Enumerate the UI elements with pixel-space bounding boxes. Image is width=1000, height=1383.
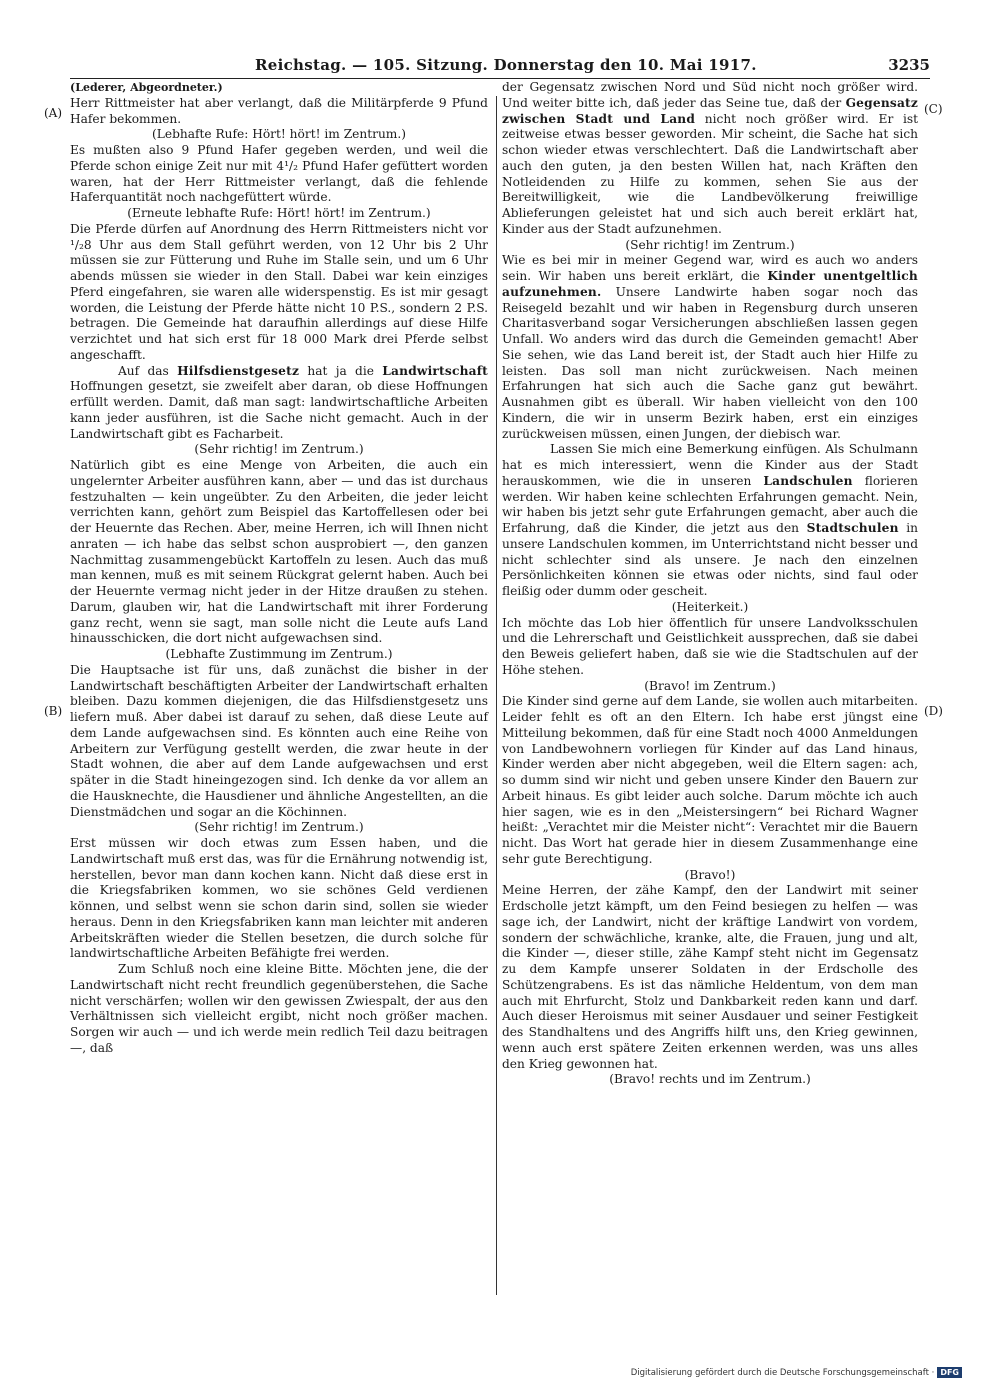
interjection: (Bravo! rechts und im Zentrum.)	[609, 1072, 811, 1087]
interjection: (Erneute lebhafte Rufe: Hört! hört! im Zentrum.)	[127, 206, 431, 220]
header-rule	[70, 78, 930, 79]
dfg-logo: DFG	[937, 1367, 962, 1378]
interjection: (Sehr richtig! im Zentrum.)	[194, 442, 364, 457]
paragraph: Die Kinder sind gerne auf dem Lande, sie wollen auch mitarbeiten. Leider fehlt es oft an den Eltern. Ich habe erst jüngst eine Mitteilung bekommen, daß für eine Stadt noch 4000 Anmeldungen von Landbewohnern vorliegen für Kinder auf das Land hinaus, Kinder werden aber nicht abgegeben, weil die Eltern sagen: ach, so dumm sind wir nicht und geben unsere Kinder den Bauern zur Arbeit hinaus. Es gibt leider auch solche. Darum möchte ich auch hier sagen, wie es in den „Meistersingern“ bei Richard Wagner heißt: „Verachtet mir die Meister nicht“: Verachtet mir die Bauern nicht. Das Wort hat gerade hier in diesem Zusammenhange eine sehr gute Berechtigung.	[502, 694, 918, 866]
paragraph: Erst müssen wir doch etwas zum Essen haben, und die Landwirtschaft muß erst das, was für die Ernährung notwendig ist, herstellen, bevor man dann kochen kann. Nicht daß diese erst in die Kriegsfabriken kommen, wo sie schönes Geld verdienen können, und selbst wenn sie schon darin sind, sollen sie wieder heraus. Denn in den Kriegsfabriken kann man leichter mit anderen Arbeitskräften wieder die Stellen besetzen, die durch solche für landwirtschaftliche Arbeiten Befähigte frei werden.	[70, 836, 488, 961]
paragraph: Ich möchte das Lob hier öffentlich für unsere Landvolksschulen und die Lehrerschaft und Geistlichkeit aussprechen, daß sie dabei den Beweis geliefert haben, daß sie wie die Stadtschulen auf der Höhe stehen.	[502, 615, 918, 677]
running-header	[70, 56, 930, 78]
interjection: (Lebhafte Rufe: Hört! hört! im Zentrum.)	[152, 127, 406, 142]
speaker-attribution: (Lederer, Abgeordneter.)	[70, 81, 223, 94]
margin-letter-d: (D)	[924, 704, 943, 718]
column-divider	[496, 96, 497, 1295]
right-column	[502, 80, 918, 1088]
margin-letter-b: (B)	[44, 704, 63, 718]
page-number: 3235	[888, 56, 930, 74]
margin-letter-c: (C)	[924, 102, 943, 116]
interjection: (Bravo! im Zentrum.)	[644, 678, 776, 693]
digitization-credit	[631, 1367, 962, 1378]
paragraph: der Gegensatz zwischen Nord und Süd nicht noch größer wird. Und weiter bitte ich, daß jeder das Seine tue, daß der Gegensatz zwischen Stadt und Land nicht noch größer wird. Er ist zeitweise etwas besser geworden. Mir scheint, die Sache hat sich schon wieder etwas verschlechtert. Daß die Landwirtschaft aber auch den guten, ja den besten Willen hat, nach Kräften den Notleidenden zu Hilfe zu kommen, sehen Sie aus der Bereitwilligkeit, wie die Landbevölkerung freiwillige Ablieferungen geleistet hat und sich auch bereit erklärt hat, Kinder aus der Stadt aufzunehmen.	[502, 80, 918, 236]
paragraph: Zum Schluß noch eine kleine Bitte. Möchten jene, die der Landwirtschaft nicht recht freundlich gegenüberstehen, die Sache nicht verschärfen; wollen wir den gewissen Zwiespalt, der aus den Verhältnissen sich vielleicht ergibt, nicht noch größer machen. Sorgen wir auch — und ich werde mein redlich Teil dazu beitragen —, daß	[70, 962, 488, 1055]
paragraph: Die Hauptsache ist für uns, daß zunächst die bisher in der Landwirtschaft beschäftigten Arbeiter der Landwirtschaft erhalten bleiben. Dazu kommen diejenigen, die das Hilfsdienstgesetz uns liefern muß. Aber dabei ist darauf zu sehen, daß diese Leute auf dem Lande aufgewachsen sind. Es könnten auch eine Reihe von Arbeitern zur Verfügung gestellt werden, die zwar heute in der Stadt wohnen, die aber auf dem Lande aufgewachsen und erst später in die Stadt hineingezogen sind. Ich denke da vor allem an die Hausknechte, die Hausdiener und ähnliche Angestellten, an die Dienstmädchen und sogar an die Köchinnen.	[70, 662, 488, 819]
paragraph: Wie es bei mir in meiner Gegend war, wird es auch wo anders sein. Wir haben uns bereit erklärt, die Kinder unentgeltlich aufzunehmen. Unsere Landwirte haben sogar noch das Reisegeld bezahlt und wir haben in Regensburg durch unseren Charitasverband sogar Versicherungen abschließen lassen gegen Unfall. Wo anders wird das durch die Gemeinden gemacht! Aber Sie sehen, wie das Land bereit ist, der Stadt auch hier Hilfe zu leisten. Das soll man nicht zurückweisen. Nach meinen Erfahrungen hat sich auch die Sache ganz gut bewährt. Ausnahmen gibt es überall. Wir haben vielleicht von den 100 Kindern, die wir in unserm Bezirk haben, erst ein einziges zurückweisen müssen, einen Jungen, der diebisch war.	[502, 253, 918, 441]
emphasis: Hilfsdienstgesetz	[177, 363, 300, 378]
interjection: (Lebhafte Zustimmung im Zentrum.)	[165, 647, 393, 661]
credit-text: Digitalisierung gefördert durch die Deutsche Forschungsgemeinschaft ·	[630, 1368, 935, 1378]
interjection: (Bravo!)	[684, 867, 736, 882]
paragraph: Herr Rittmeister hat aber verlangt, daß die Militärpferde 9 Pfund Hafer bekommen.	[70, 95, 488, 126]
paragraph: Auf das Hilfsdienstgesetz hat ja die Landwirtschaft Hoffnungen gesetzt, sie zweifelt aber daran, ob diese Hoffnungen erfüllt werden. Damit, daß man sagt: landwirtschaftliche Arbeiten kann jeder ausführen, ist die Sache nicht gemacht. Auch in der Landwirtschaft gibt es Facharbeit.	[70, 363, 488, 441]
paragraph: Die Pferde dürfen auf Anordnung des Herrn Rittmeisters nicht vor ¹/₂8 Uhr aus dem Stall geführt werden, von 12 Uhr bis 2 Uhr müssen sie zur Fütterung und Ruhe im Stalle sein, und um 6 Uhr abends müssen sie wieder in den Stall. Dabei war kein einziges Pferd eingefahren, sie waren alle widerspenstig. Es ist mir gesagt worden, die Leistung der Pferde hätte nicht 10 P.S., sondern 2 P.S. betragen. Die Gemeinde hat daraufhin allerdings auf diese Hilfe verzichtet und hat sich erst für 18 000 Mark drei Pferde selbst angeschafft.	[70, 221, 488, 362]
emphasis: Landwirtschaft	[382, 363, 488, 378]
running-title: Reichstag. — 105. Sitzung. Donnerstag den 10. Mai 1917.	[255, 56, 757, 74]
left-column	[70, 80, 488, 1057]
emphasis: Stadtschulen	[806, 521, 899, 535]
emphasis: Gegensatz zwischen Stadt und Land	[502, 95, 918, 126]
paragraph: Lassen Sie mich eine Bemerkung einfügen. Als Schulmann hat es mich interessiert, wenn die Kinder aus der Stadt herauskommen, wie die in unseren Landschulen florieren werden. Wir haben keine schlechten Erfahrungen gemacht. Nein, wir haben bis jetzt sehr gute Erfahrungen gemacht, aber auch die Erfahrung, daß die Kinder, die jetzt aus den Stadtschulen in unsere Landschulen kommen, im Unterrichtstand nicht besser und nicht schlechter sind als unsere. Je nach den einzelnen Persönlichkeiten können sie etwas oder nichts, sind faul oder fleißig oder dumm oder gescheit.	[502, 442, 918, 598]
interjection: (Sehr richtig! im Zentrum.)	[194, 820, 364, 835]
emphasis: Landschulen	[763, 473, 853, 488]
paragraph: Es mußten also 9 Pfund Hafer gegeben werden, und weil die Pferde schon einige Zeit nur mit 4¹/₂ Pfund Hafer gefüttert worden waren, hat der Herr Rittmeister verlangt, daß die fehlende Haferquantität noch nachgefüttert würde.	[70, 143, 488, 205]
interjection: (Heiterkeit.)	[671, 599, 749, 614]
paragraph: Natürlich gibt es eine Menge von Arbeiten, die auch ein ungelernter Arbeiter ausführen kann, aber — und das ist durchaus festzuhalten — kein ungeübter. Zu den Arbeiten, die jeder leicht verrichten kann, gehört zum Beispiel das Kartoffellesen oder bei der Heuernte das Rechen. Aber, meine Herren, ich will Ihnen nicht anraten — ich habe das selbst schon ausprobiert —, den ganzen Nachmittag zusammengebückt Kartoffeln zu lesen. Auch das muß man kennen, muß es mit seinem Rückgrat gelernt haben. Auch bei der Heuernte vermag nicht jeder in der Hitze draußen zu stehen. Darum, glauben wir, hat die Landwirtschaft mit ihrer Forderung ganz recht, wenn sie sagt, man solle nicht die Leute aufs Land hinausschicken, die dort nicht aufgewachsen sind.	[70, 458, 488, 646]
interjection: (Sehr richtig! im Zentrum.)	[625, 237, 795, 252]
emphasis: Kinder unentgeltlich aufzunehmen.	[502, 269, 918, 299]
margin-letter-a: (A)	[44, 106, 63, 120]
paragraph: Meine Herren, der zähe Kampf, den der Landwirt mit seiner Erdscholle jetzt kämpft, um den Feind besiegen zu helfen — was sage ich, der Landwirt, nicht der kräftige Landwirt von vordem, sondern der schwächliche, kranke, alte, die Frauen, jung und alt, die Kinder —, dieser stille, zähe Kampf steht nicht im Gegensatz zu dem Kampfe unserer Soldaten in der Erdscholle des Schützengrabens. Es ist das nämliche Heldentum, von dem man auch mit Ehrfurcht, Stolz und Dankbarkeit reden kann und darf. Auch dieser Heroismus mit seiner Ausdauer und seiner Festigkeit des Standhaltens und des Angriffs hilft uns, den Krieg gewinnen, wenn auch erst spätere Zeiten erkennen werden, was uns alles den Krieg gewonnen hat.	[502, 883, 918, 1071]
